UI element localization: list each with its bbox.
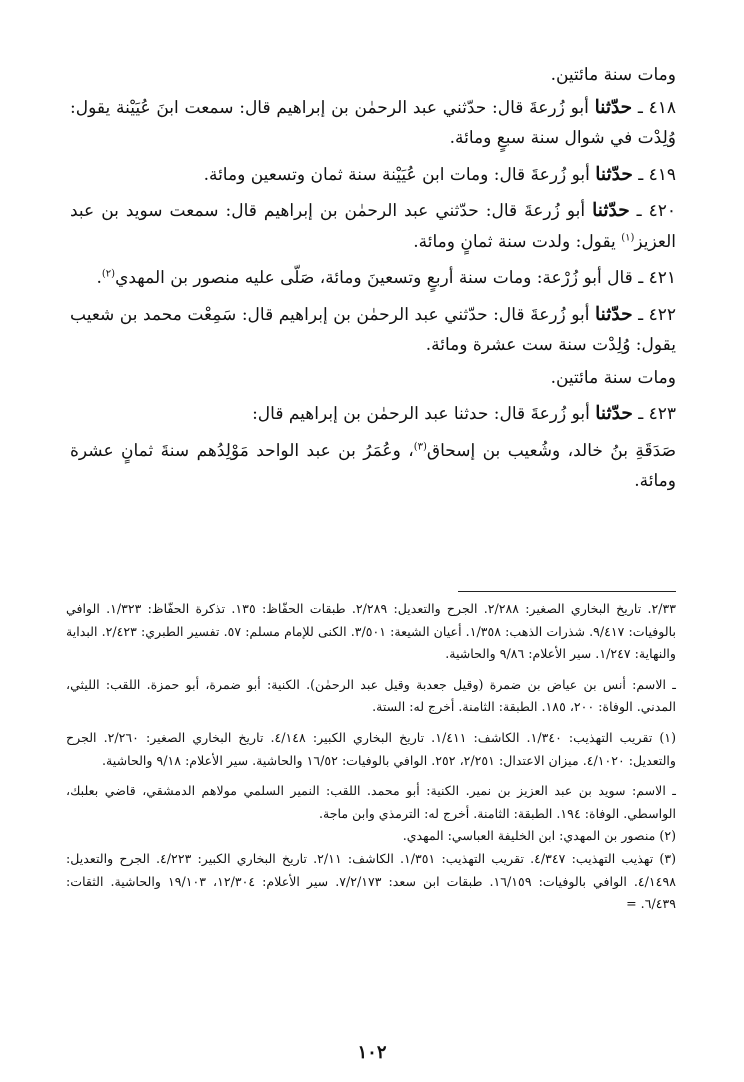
page-number: ١٠٢ xyxy=(357,1042,387,1063)
footnote-text: ٢/٣٣. تاريخ البخاري الصغير: ٢/٢٨٨. الجرح والتعديل: ٢/٢٨٩. طبقات الحفّاظ: ١٣٥. تذكرة الحفّاظ: ١/٣٢٣. الوافي بالوفيات: ٩/٤١٧. شذرات الذهب: ١/٣٥٨. أعيان الشيعة: ٣/٥٠١. الكنى للإمام مسلم: ٥٧. تفسير الطبري: ٢/٤٢٣. البداية والنهاية: ١/٢٤٧. سير الأعلام: ٩/٨٦ والحاشية. xyxy=(66,601,677,662)
footnote-label: (٢) xyxy=(659,828,676,844)
footnote-text: ـ الاسم: أنس بن عياض بن ضمرة (وقيل جعدبة وقيل عبد الرحمٰن). الكنية: أبو ضمرة، أبو حمزة. اللقب: الليثي، المدني. الوفاة: ٢٠٠، ١٨٥. الطبقة: الثامنة. أخرج له: الستة. xyxy=(66,676,676,715)
entry-number: ٤٢٢ ـ xyxy=(638,304,676,325)
entry-text-cont: يقول: ولدت سنة ثمانٍ ومائة. xyxy=(413,231,616,252)
footnote-text: ـ الاسم: سويد بن عبد العزيز بن نمير. الكنية: أبو محمد. اللقب: النمير السلمي مولاهم الدمشقي، قاضي بعلبك، الواسطي. الوفاة: ١٩٤. الطبقة: الثامنة. أخرج له: الترمذي وابن ماجة. xyxy=(66,783,676,821)
footnote-2 xyxy=(66,825,676,848)
footnote-1-name-entry xyxy=(66,780,676,825)
paragraph-423 xyxy=(70,399,676,430)
entry-text: أبو زُرعةَ قال: حدّثني عبد الرحمٰن بن إبراهيم قال: سمعت سويد بن عبد العزيز xyxy=(70,201,676,252)
entry-text: أبو زُرعةَ قال: حدثنا عبد الرحمٰن بن إبراهيم قال: xyxy=(252,404,590,424)
main-text xyxy=(70,60,676,503)
paragraph-418 xyxy=(70,93,676,154)
intro-text: ومات سنة مائتين. xyxy=(550,65,676,85)
footnote-label: (٣) xyxy=(659,850,676,866)
entry-number: ٤١٨ ـ xyxy=(637,97,677,118)
entry-number: ٤٢٠ ـ xyxy=(636,201,677,221)
entry-text: صَدَقَةِ بنُ خالد، وشُعيب بن إسحاق xyxy=(426,440,676,461)
paragraph-423-names xyxy=(70,436,676,497)
paragraph-419 xyxy=(70,160,676,191)
haddathana-heading: حدّثنا xyxy=(595,163,633,185)
entry-text-cont: ، وعُمَرُ بن عبد الواحد مَوْلِدُهم سنةَ ثمانٍ عشرة ومائة. xyxy=(70,440,676,491)
haddathana-heading: حدّثنا xyxy=(595,303,633,325)
entry-number: ٤٢٣ ـ xyxy=(638,404,676,424)
paragraph-422 xyxy=(70,300,676,361)
haddathana-heading: حدّثنا xyxy=(595,403,633,424)
entry-number: ٤١٩ ـ xyxy=(638,164,676,185)
footnote-label: (١) xyxy=(659,729,676,745)
footnote-text: تهذيب التهذيب: ٤/٣٤٧. تقريب التهذيب: ١/٣٥١. الكاشف: ٢/١١. تاريخ البخاري الكبير: ٤/٢٢٣. الجرح والتعديل: ٤/١٤٩٨. الوافي بالوفيات: ١٦/١٥٩. طبقات ابن سعد: ٧/٢/١٧٣. سير الأعلام: ١٢/٣٠٤، ١٩/١٠٣ والحاشية. الثقات: ٦/٤٣٩. = xyxy=(66,850,676,912)
footnote-text: تقريب التهذيب: ١/٣٤٠. الكاشف: ١/٤١١. تاريخ البخاري الكبير: ٤/١٤٨. تاريخ البخاري الصغير: ٢/٢٦٠. الجرح والتعديل: ٤/١٠٢٠. ميزان الاعتدال: ٢/٢٥١، ٢٥٢. الوافي بالوفيات: ١٦/٥٢ والحاشية. سير الأعلام: ٩/١٨ والحاشية. xyxy=(66,729,676,768)
paragraph-421 xyxy=(70,263,676,294)
footnote-name-entry xyxy=(66,674,676,719)
footnote-separator xyxy=(458,591,676,592)
footnote-text: منصور بن المهدي: ابن الخليفة العباسي: المهدي. xyxy=(402,828,656,844)
footnote-continued xyxy=(66,598,676,666)
footnote-marker: (٢) xyxy=(101,268,116,280)
entry-text: ومات سنة مائتين. xyxy=(550,367,676,388)
footnote-3 xyxy=(66,848,676,916)
paragraph-intro xyxy=(70,60,676,91)
paragraph-420 xyxy=(70,196,676,257)
entry-text-cont: . xyxy=(96,268,102,288)
paragraph-422-death xyxy=(70,363,676,394)
entry-text: أبو زُرعةَ قال: ومات ابن عُيَيْنة سنة ثمان وتسعين ومائة. xyxy=(203,164,590,185)
footnote-marker: (١) xyxy=(621,231,635,243)
footnote-marker: (٣) xyxy=(413,440,427,452)
haddathana-heading: حدّثنا xyxy=(592,200,630,221)
footnotes xyxy=(66,598,676,916)
entry-text: ٤٢١ ـ قال أبو زُرْعة: ومات سنة أربعٍ وتسعينَ ومائة، صَلّى عليه منصور بن المهدي xyxy=(115,268,676,288)
haddathana-heading: حدّثنا xyxy=(594,96,633,118)
entry-text: أبو زُرعةَ قال: حدّثني عبد الرحمٰن بن إبراهيم قال: سَمِعْت محمد بن شعيب يقول: وُلِدْت سنة ست عشرة ومائة. xyxy=(70,304,676,355)
entry-text: أبو زُرعةَ قال: حدّثني عبد الرحمٰن بن إبراهيم قال: سمعت ابنَ عُيَيْنة يقول: وُلِدْت في شوال سنة سبعٍ ومائة. xyxy=(70,97,676,148)
footnote-1 xyxy=(66,727,676,772)
